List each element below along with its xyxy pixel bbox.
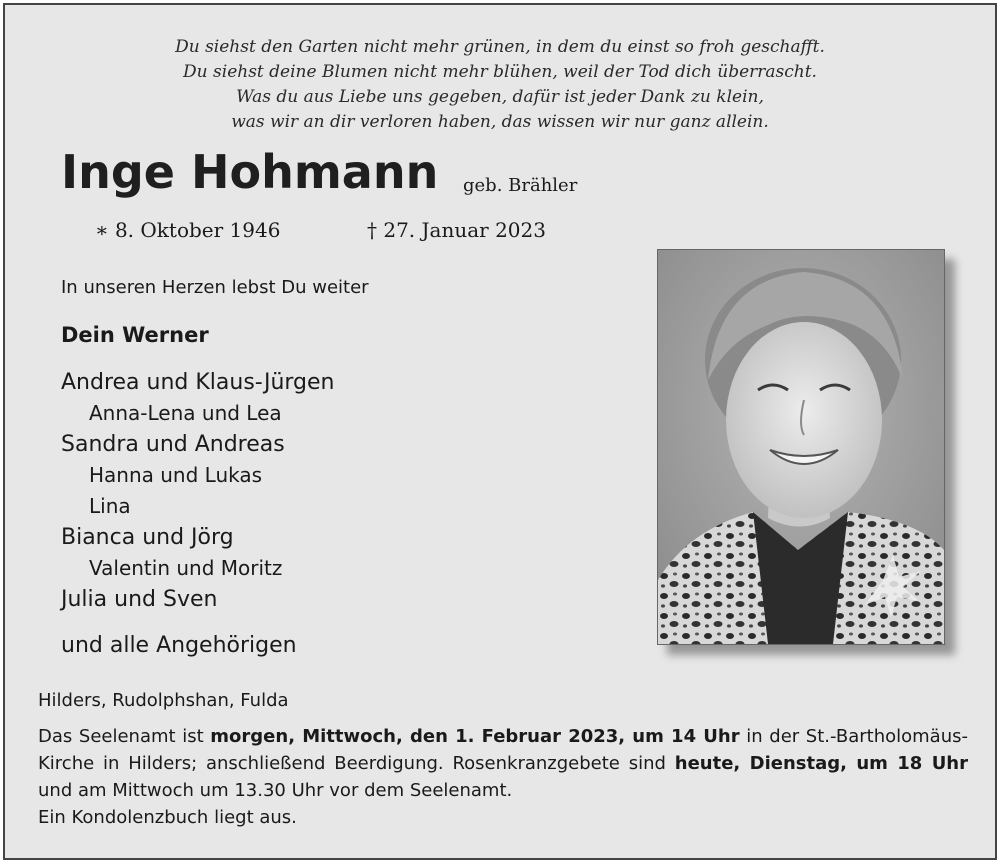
- portrait-illustration: [658, 250, 944, 644]
- poem-line: Was du aus Liebe uns gegeben, dafür ist jeder Dank zu klein,: [236, 87, 764, 107]
- family-member: Hanna und Lukas: [89, 463, 263, 487]
- family-member: Sandra und Andreas: [61, 432, 285, 457]
- notice-text: Das Seelenamt ist: [38, 726, 211, 747]
- family-member: Valentin und Moritz: [89, 556, 283, 580]
- poem: [5, 35, 995, 135]
- other-relatives: und alle Angehörigen: [61, 633, 297, 658]
- notice-text: und am Mittwoch um 13.30 Uhr vor dem Seelenamt.: [38, 780, 513, 801]
- family-member: Lina: [89, 494, 131, 518]
- obituary-card: [3, 3, 997, 860]
- family-member: Andrea und Klaus-Jürgen: [61, 370, 335, 395]
- condolence-note: Ein Kondolenzbuch liegt aus.: [38, 807, 297, 828]
- poem-line: Du siehst deine Blumen nicht mehr blühen, weil der Tod dich überrascht.: [183, 62, 817, 82]
- poem-line: was wir an dir verloren haben, das wissen wir nur ganz allein.: [231, 112, 769, 132]
- family-list: [61, 367, 335, 615]
- family-member: Julia und Sven: [61, 587, 218, 612]
- motto: In unseren Herzen lebst Du weiter: [61, 277, 369, 298]
- notice-date: morgen, Mittwoch, den 1. Februar 2023, um 14 Uhr: [210, 726, 740, 747]
- spouse-signature: Dein Werner: [61, 323, 209, 347]
- death-date: † 27. Januar 2023: [367, 218, 546, 242]
- poem-line: Du siehst den Garten nicht mehr grünen, in dem du einst so froh geschafft.: [175, 37, 825, 57]
- notice-text: in der St.-Bartholomäus-Kirche in Hilders; anschließend Beerdigung. Rosenkranzgebete sind: [38, 726, 968, 774]
- funeral-notice: [38, 723, 968, 831]
- places: Hilders, Rudolphshan, Fulda: [38, 690, 289, 711]
- portrait-photo: [657, 249, 945, 645]
- maiden-name: geb. Brähler: [463, 175, 578, 196]
- deceased-name: Inge Hohmann: [61, 145, 439, 199]
- notice-rosary-time: heute, Dienstag, um 18 Uhr: [674, 753, 968, 774]
- birth-date: ∗ 8. Oktober 1946: [95, 218, 281, 242]
- family-member: Anna-Lena und Lea: [89, 401, 282, 425]
- family-member: Bianca und Jörg: [61, 525, 234, 550]
